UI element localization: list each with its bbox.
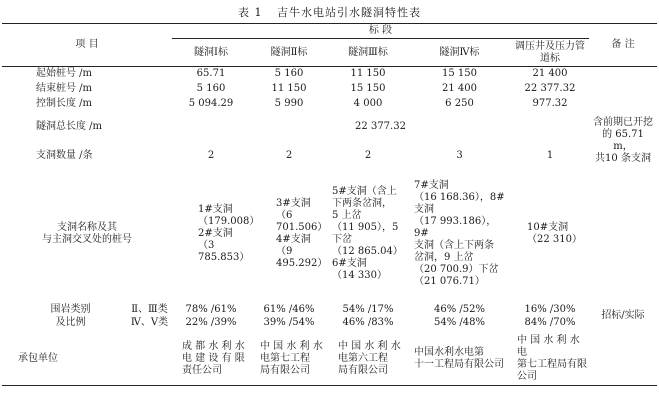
cell: 2 <box>285 150 293 161</box>
table-row <box>2 170 657 298</box>
contractor-line: 十一工程局有限公司 <box>414 359 504 371</box>
contractor-line: 电 建 设 有 限 <box>182 353 245 365</box>
adit-line: （16 168.36），8# <box>414 191 505 203</box>
row-label-rock <box>2 298 127 334</box>
cell: 3 <box>456 150 463 161</box>
table-row <box>2 67 657 82</box>
adit-cell-tunnel-1 <box>172 170 260 298</box>
label-line: 及比例 <box>55 316 86 328</box>
cell: 2 <box>364 150 372 161</box>
row-label-total-length: 隧洞总长度 /m <box>36 121 103 132</box>
col-header-tunnel-3: 隧洞Ⅲ标 <box>348 46 388 58</box>
adit-line: （11 905），5 <box>332 221 399 233</box>
contractor-cell-surge-shaft <box>511 334 589 386</box>
rock-value: 54% /48% <box>433 316 485 328</box>
table-row <box>2 112 657 143</box>
cell: 15 150 <box>350 83 386 94</box>
col-header-tunnel-4: 隧洞Ⅳ标 <box>439 46 480 58</box>
cell: 21 400 <box>532 68 568 80</box>
table-row <box>2 334 657 386</box>
header-section: 标 段 <box>172 24 589 39</box>
adit-line: 支洞（含上下两条 <box>414 239 494 251</box>
adit-line: 3#支洞 <box>276 197 311 209</box>
adit-line: 5 上岔 <box>332 209 362 221</box>
adit-cell-tunnel-3 <box>328 170 408 298</box>
col-header-tunnel-1: 隧洞Ⅰ标 <box>194 46 228 58</box>
adit-line: 7#支洞 <box>414 179 449 191</box>
table-row <box>2 143 657 170</box>
rock-cell-tunnel-4 <box>408 298 511 334</box>
contractor-cell-tunnel-4 <box>408 334 511 386</box>
adit-line: （20 700.9）下岔 <box>414 263 499 275</box>
cell: 65.71 <box>196 68 226 80</box>
cell: 22 377.32 <box>524 83 576 94</box>
contractor-cell-tunnel-3 <box>328 334 408 386</box>
header-row-1 <box>2 24 657 39</box>
adit-line: 下两条岔洞， <box>332 197 392 209</box>
contractor-line: 局有限公司 <box>260 365 310 377</box>
remark-line: 的 65.71 m， <box>602 128 644 152</box>
label-line: 支洞名称及其 <box>57 221 117 233</box>
row-label-contractor: 承包单位 <box>18 353 58 365</box>
col-header-tunnel-2: 隧洞Ⅱ标 <box>270 46 308 58</box>
rock-value: 46% /52% <box>433 303 485 315</box>
table-title: 吉牛水电站引水隧洞特性表 <box>277 6 421 19</box>
rock-cell-tunnel-2 <box>250 298 328 334</box>
rock-value: 84% /70% <box>524 316 576 328</box>
adit-cell-tunnel-4 <box>408 170 511 298</box>
table-number: 表 1 <box>238 6 263 19</box>
adit-line: 2#支洞 <box>198 227 233 239</box>
adit-line: 1#支洞 <box>198 203 233 215</box>
remark-line: 共10 条支洞 <box>595 152 651 164</box>
rock-value: 22% /39% <box>185 316 237 328</box>
contractor-line: 电第六工程 <box>338 353 388 365</box>
adit-cell-tunnel-2 <box>250 170 328 298</box>
cell: 5 094.29 <box>188 98 234 109</box>
contractor-line: 电第七工程 <box>260 353 310 365</box>
adit-line: （14 330） <box>332 269 387 281</box>
cell: 5 990 <box>274 98 304 109</box>
rock-value: 78% /61% <box>185 303 237 315</box>
row-label-end-chainage: 结束桩号 /m <box>36 83 93 94</box>
adit-line: 支洞 <box>414 203 434 215</box>
contractor-line: 中 国 水 利 水 电 <box>517 335 580 359</box>
cell: 2 <box>207 150 215 161</box>
rock-remark: 招标/实际 <box>601 309 645 321</box>
rock-value: 46% /83% <box>342 316 394 328</box>
contractor-line: 公司 <box>517 371 537 383</box>
adit-line: （22 310） <box>527 233 582 245</box>
adit-line: （21 076.71） <box>414 275 485 287</box>
contractor-line: 局有限公司 <box>338 365 388 377</box>
contractor-line: 责任公司 <box>182 365 222 377</box>
contractor-line: 中 国 水 利 水 <box>338 341 401 353</box>
cell: 5 160 <box>196 83 226 94</box>
cell: 4 000 <box>353 98 383 109</box>
cell: 21 400 <box>442 83 477 94</box>
header-item: 项 目 <box>75 39 99 50</box>
cell: 6 250 <box>445 98 474 109</box>
adit-line: （179.008） <box>198 215 260 227</box>
contractor-cell-tunnel-2 <box>250 334 328 386</box>
rock-cell-surge-shaft <box>511 298 589 334</box>
label-line: 与主洞交叉处的桩号 <box>42 233 132 245</box>
adit-cell-surge-shaft <box>511 170 589 298</box>
row-label-start-chainage: 起始桩号 /m <box>36 68 93 80</box>
adit-line: 下岔 <box>332 233 352 245</box>
adit-line: （12 865.04） <box>332 245 403 257</box>
row-label-control-length: 控制长度 /m <box>36 98 93 109</box>
cell: 1 <box>546 150 554 161</box>
table-row <box>2 298 657 334</box>
tunnel-spec-table <box>2 23 657 386</box>
adit-line: （9 495.292） <box>276 245 328 269</box>
remark-line: 含前期已开挖 <box>593 116 653 128</box>
rock-sub-label: Ⅱ、Ⅲ类 <box>131 303 168 315</box>
cell: 15 150 <box>442 68 477 80</box>
contractor-line: 中国水利水电第 <box>414 347 484 359</box>
rock-value: 61% /46% <box>263 303 315 315</box>
table-caption <box>0 4 659 20</box>
adit-line: （3 785.853） <box>198 239 250 263</box>
rock-sub-label: Ⅳ、Ⅴ类 <box>130 316 169 328</box>
rock-value: 54% /17% <box>342 303 394 315</box>
cell: 11 150 <box>271 83 307 94</box>
col-header-surge-shaft: 调压井及压力管道标 <box>515 40 585 64</box>
contractor-cell-tunnel-1 <box>172 334 250 386</box>
rock-value: 16% /30% <box>524 303 576 315</box>
label-line: 围岩类别 <box>50 303 91 315</box>
adit-line: 10#支洞 <box>527 221 569 233</box>
adit-line: 5#支洞（含上 <box>332 185 397 197</box>
contractor-line: 第七工程局有限 <box>517 359 587 371</box>
table-row <box>2 97 657 112</box>
contractor-line: 中 国 水 利 水 <box>260 341 323 353</box>
cell: 5 160 <box>274 68 304 80</box>
rock-value: 39% /54% <box>263 316 315 328</box>
adit-line: （6 701.506） <box>276 209 328 233</box>
row-label-adit-count: 支洞数量 /条 <box>36 150 93 161</box>
remark-block <box>589 112 657 170</box>
cell: 11 150 <box>350 68 386 80</box>
total-length-value: 22 377.32 <box>355 121 406 132</box>
header-remarks: 备 注 <box>611 39 635 50</box>
contractor-line: 成 都 水 利 水 <box>182 341 245 353</box>
rock-sub-labels <box>127 298 172 334</box>
rock-cell-tunnel-3 <box>328 298 408 334</box>
rock-cell-tunnel-1 <box>172 298 250 334</box>
adit-line: 6#支洞 <box>332 257 367 269</box>
row-label-adit-names <box>2 170 172 298</box>
adit-line: 岔洞，9 上岔 <box>414 251 474 263</box>
adit-line: （17 993.186），9# <box>414 215 497 239</box>
table-row <box>2 82 657 97</box>
cell: 977.32 <box>532 98 568 109</box>
adit-line: 4#支洞 <box>276 233 311 245</box>
